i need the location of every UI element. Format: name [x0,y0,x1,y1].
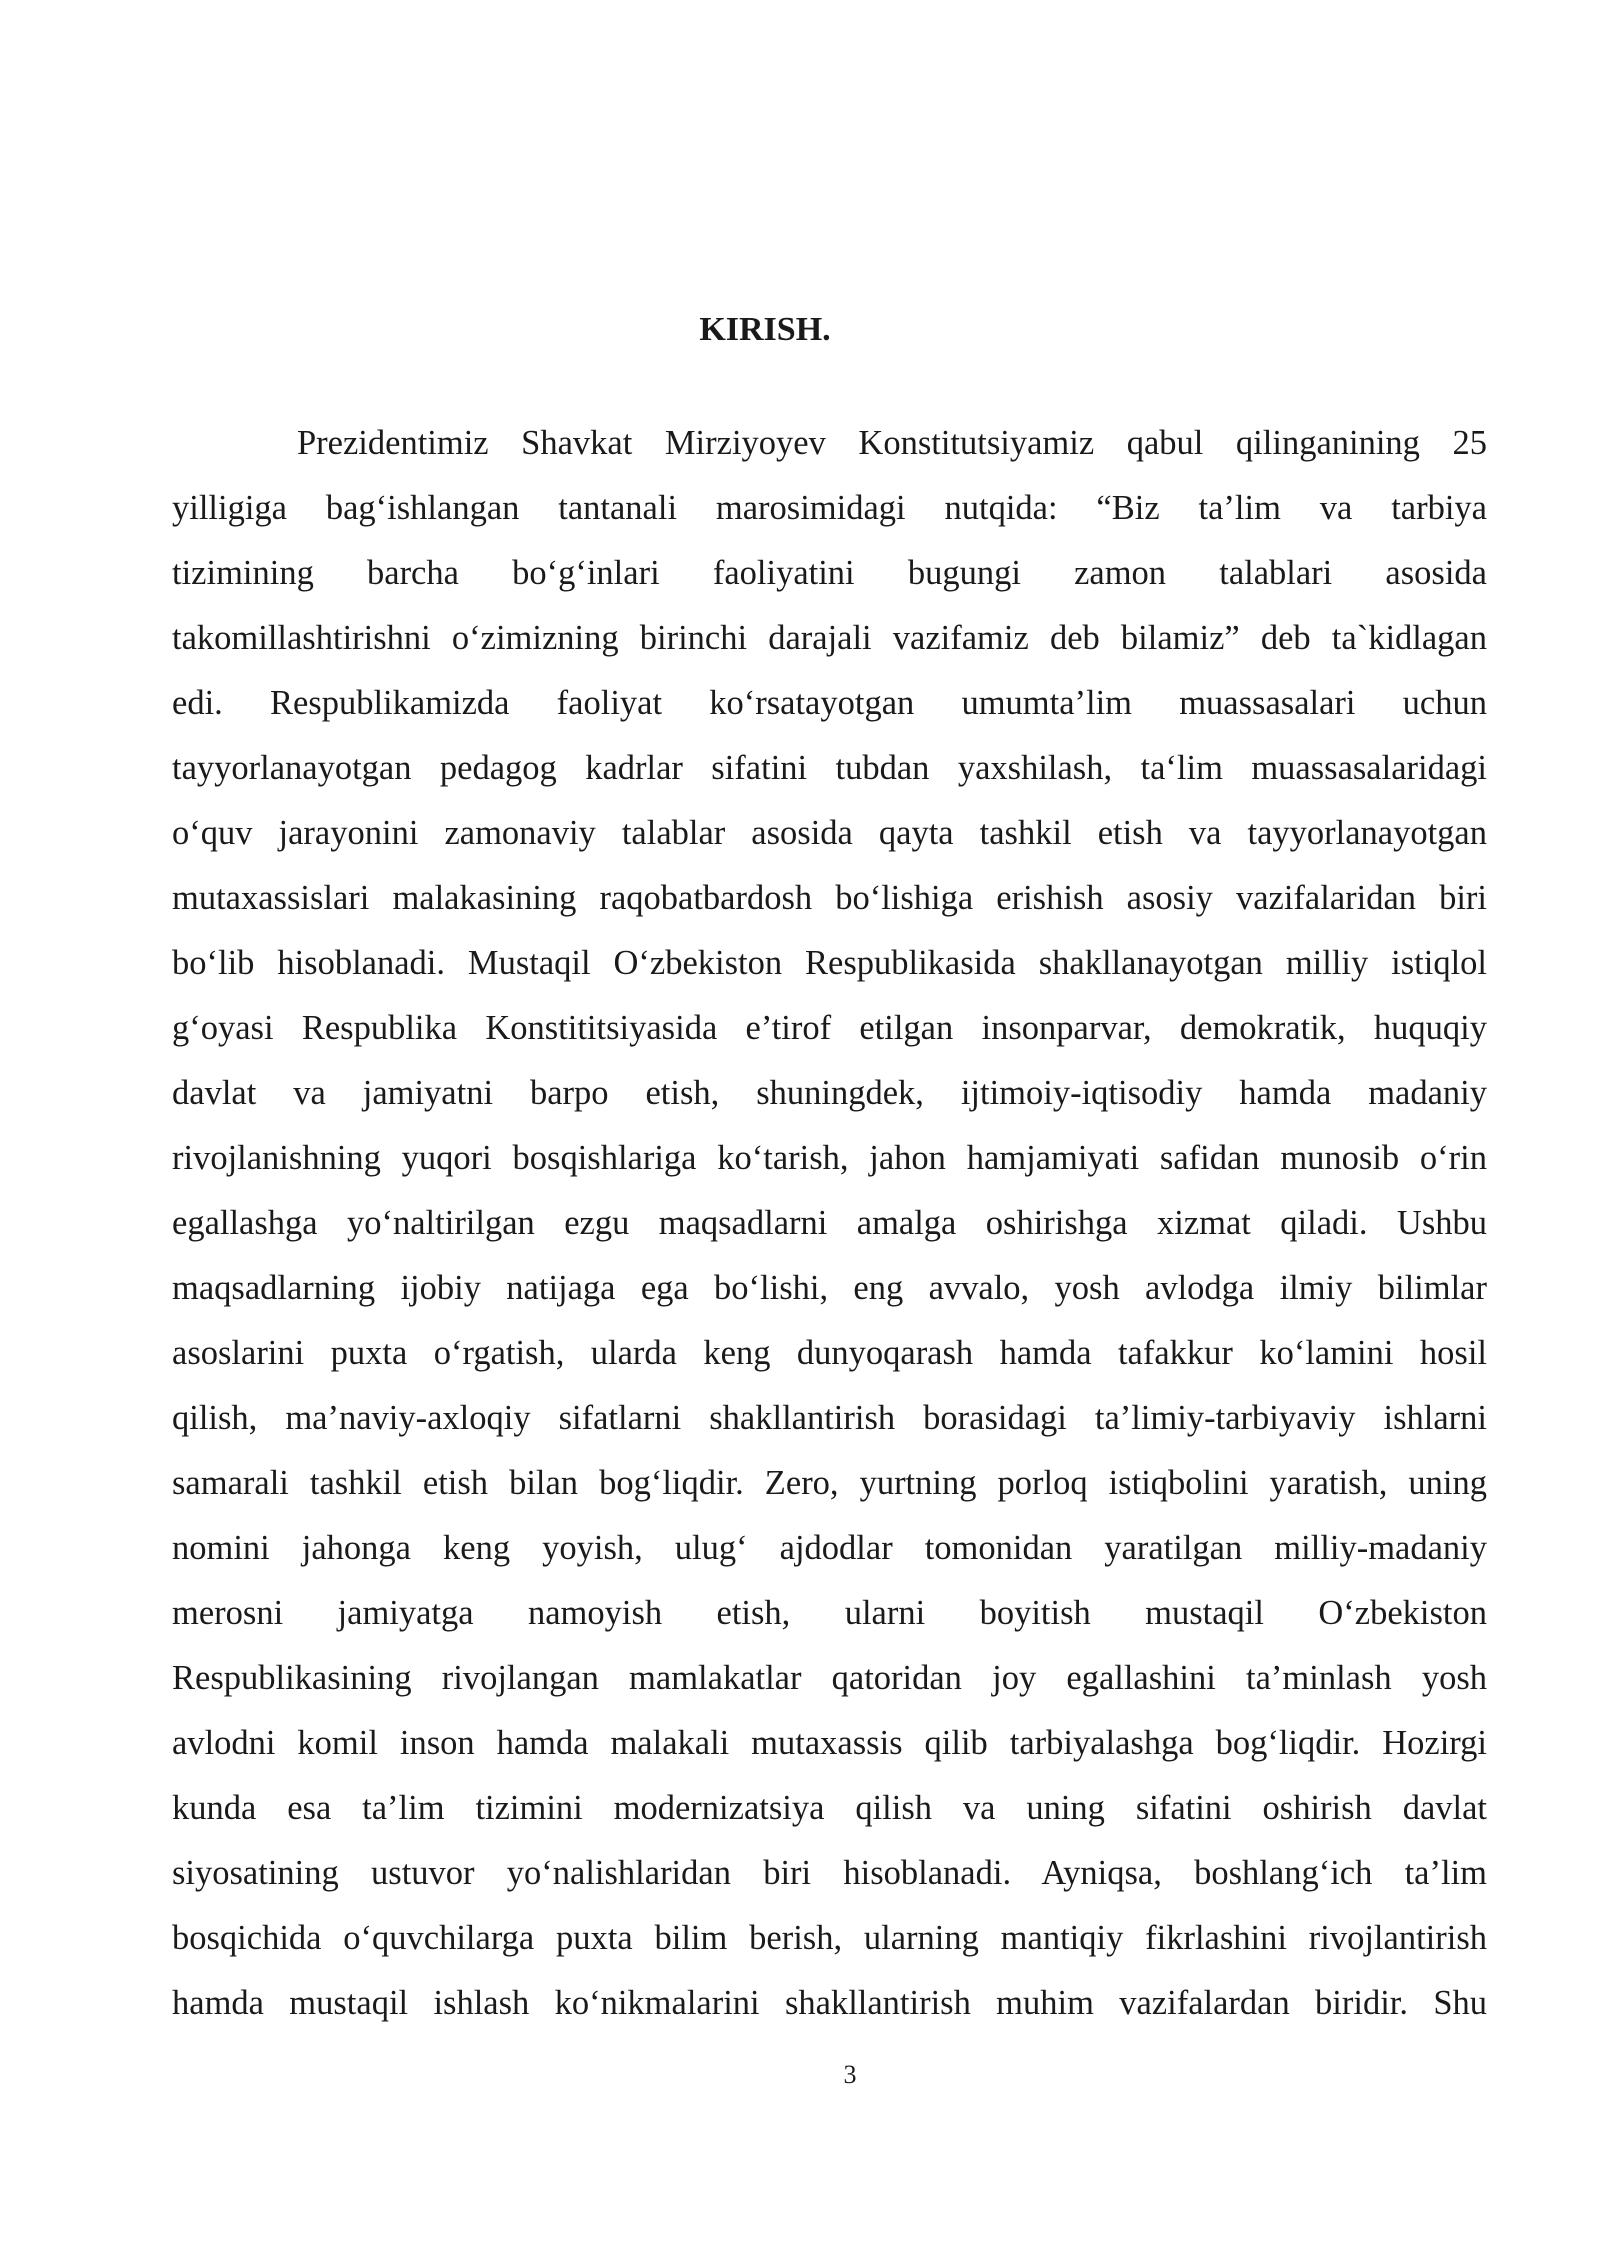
text-line: mutaxassislari malakasining raqobatbardosh bo‘lishiga erishish asosiy vazifalaridan biri [172,879,1487,917]
text-line: tizimining barcha bo‘g‘inlari faoliyatini bugungi zamon talablari asosida [172,554,1487,592]
text-line: edi. Respublikamizda faoliyat ko‘rsatayotgan umumta’lim muassasalari uchun [172,684,1487,722]
text-line: davlat va jamiyatni barpo etish, shuningdek, ijtimoiy-iqtisodiy hamda madaniy [172,1074,1487,1112]
text-line: g‘oyasi Respublika Konstititsiyasida e’tirof etilgan insonparvar, demokratik, huquqiy [172,1009,1487,1047]
text-line: nomini jahonga keng yoyish, ulug‘ ajdodlar tomonidan yaratilgan milliy-madaniy [172,1529,1487,1567]
page-number: 3 [843,2060,857,2089]
text-line: hamda mustaqil ishlash ko‘nikmalarini shakllantirish muhim vazifalardan biridir. Shu [172,1984,1487,2022]
body-paragraph [172,411,1487,2036]
text-line: kunda esa ta’lim tizimini modernizatsiya qilish va uning sifatini oshirish davlat [172,1789,1487,1827]
text-line: o‘quv jarayonini zamonaviy talablar asosida qayta tashkil etish va tayyorlanayotgan [172,814,1487,852]
text-line: bo‘lib hisoblanadi. Mustaqil O‘zbekiston Respublikasida shakllanayotgan milliy istiqlol [172,944,1487,982]
text-line: avlodni komil inson hamda malakali mutaxassis qilib tarbiyalashga bog‘liqdir. Hozirgi [172,1724,1487,1762]
text-line: asoslarini puxta o‘rgatish, ularda keng dunyoqarash hamda tafakkur ko‘lamini hosil [172,1334,1487,1372]
text-line: Prezidentimiz Shavkat Mirziyoyev Konstitutsiyamiz qabul qilinganining 25 [297,424,1487,462]
section-heading: KIRISH. [699,311,831,348]
text-line: egallashga yo‘naltirilgan ezgu maqsadlarni amalga oshirishga xizmat qiladi. Ushbu [172,1204,1487,1242]
text-line: qilish, ma’naviy-axloqiy sifatlarni shakllantirish borasidagi ta’limiy-tarbiyaviy ishlarni [172,1399,1487,1437]
text-line: rivojlanishning yuqori bosqishlariga ko‘tarish, jahon hamjamiyati safidan munosib o‘rin [172,1139,1487,1177]
text-line: yilligiga bag‘ishlangan tantanali marosimidagi nutqida: “Biz ta’lim va tarbiya [172,489,1487,527]
text-line: bosqichida o‘quvchilarga puxta bilim berish, ularning mantiqiy fikrlashini rivojlantirish [172,1919,1487,1957]
text-line: maqsadlarning ijobiy natijaga ega bo‘lishi, eng avvalo, yosh avlodga ilmiy bilimlar [172,1269,1487,1307]
text-line: takomillashtirishni o‘zimizning birinchi darajali vazifamiz deb bilamiz” deb ta`kidlagan [172,619,1487,657]
text-line: merosni jamiyatga namoyish etish, ularni boyitish mustaqil O‘zbekiston [172,1594,1487,1632]
text-line: Respublikasining rivojlangan mamlakatlar qatoridan joy egallashini ta’minlash yosh [172,1659,1487,1697]
text-line: samarali tashkil etish bilan bog‘liqdir. Zero, yurtning porloq istiqbolini yaratish, uning [172,1464,1487,1502]
text-line: tayyorlanayotgan pedagog kadrlar sifatini tubdan yaxshilash, ta‘lim muassasalaridagi [172,749,1487,787]
text-line: siyosatining ustuvor yo‘nalishlaridan biri hisoblanadi. Ayniqsa, boshlang‘ich ta’lim [172,1854,1487,1892]
